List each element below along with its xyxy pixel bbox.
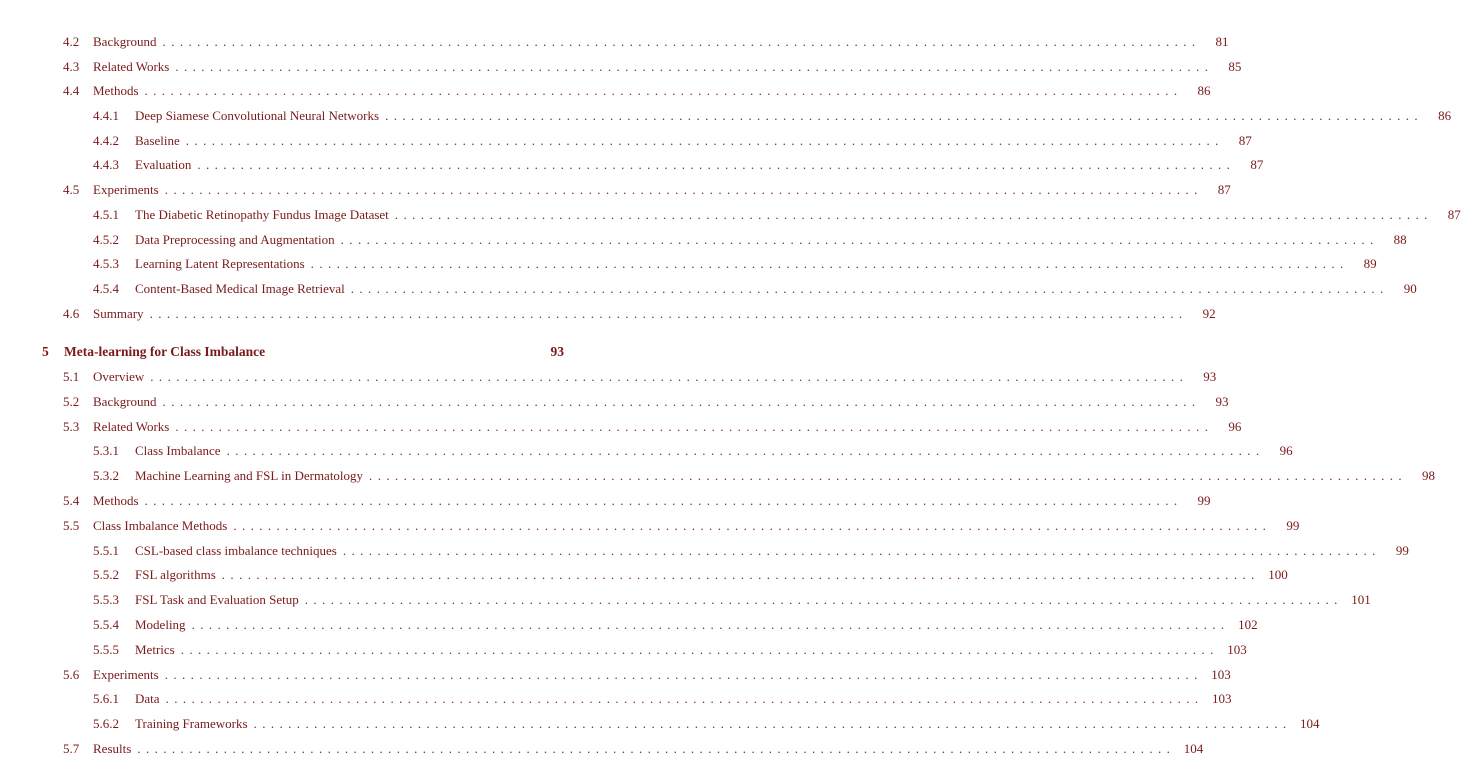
toc-entry-number: 5.2 (63, 394, 80, 409)
toc-entry[interactable] (93, 715, 1320, 733)
toc-entry-page: 103 (1227, 642, 1247, 657)
toc-entry-number: 5.5.5 (93, 642, 119, 657)
toc-entry-title: Methods (93, 83, 139, 98)
toc-entry[interactable] (93, 107, 1452, 125)
toc-entry-page: 88 (1393, 232, 1407, 247)
toc-entry-page: 87 (1238, 133, 1252, 148)
toc-entry-page: 98 (1422, 468, 1436, 483)
toc-dot-leader: ........................................................................................................................ (340, 232, 1379, 247)
toc-entry-page: 100 (1268, 567, 1288, 582)
toc-entry-number: 5.3 (63, 419, 80, 434)
toc-entry[interactable] (93, 132, 1252, 150)
toc-entry[interactable] (63, 58, 1242, 76)
toc-dot-leader: ........................................................................................................................ (310, 256, 1349, 271)
toc-dot-leader: ........................................................................................................................ (137, 741, 1176, 756)
toc-dot-leader: ........................................................................................................................ (162, 34, 1201, 49)
toc-entry-number: 5.3.2 (93, 468, 119, 483)
toc-entry-title: Methods (93, 493, 139, 508)
toc-entry-page: 96 (1279, 443, 1293, 458)
toc-entry-title: Baseline (135, 133, 180, 148)
toc-entry[interactable] (63, 393, 1229, 411)
toc-entry[interactable] (93, 542, 1409, 560)
toc-entry-number: 5.5.2 (93, 567, 119, 582)
toc-entry-title: Training Frameworks (135, 716, 248, 731)
toc-entry-title: Experiments (93, 667, 159, 682)
toc-entry[interactable] (93, 206, 1461, 224)
toc-entry[interactable] (93, 467, 1436, 485)
toc-entry-title: FSL algorithms (135, 567, 216, 582)
toc-dot-leader: ........................................................................................................................ (150, 369, 1189, 384)
toc-entry-number: 4.4 (63, 83, 80, 98)
toc-entry-title: Evaluation (135, 157, 192, 172)
toc-dot-leader: ........................................................................................................................ (304, 592, 1343, 607)
toc-entry[interactable] (93, 591, 1371, 609)
toc-dot-leader: ........................................................................................................................ (191, 617, 1230, 632)
toc-dot-leader: ........................................................................................................................ (342, 543, 1381, 558)
toc-entry-title: Meta-learning for Class Imbalance (64, 344, 266, 359)
toc-dot-leader: ........................................................................................................................ (385, 108, 1424, 123)
toc-entry-number: 4.4.3 (93, 157, 119, 172)
toc-entry-title: Content-Based Medical Image Retrieval (135, 281, 345, 296)
toc-dot-leader: ........................................................................................................................ (164, 182, 1203, 197)
toc-entry-number: 5.5.4 (93, 617, 119, 632)
toc-dot-leader: ........................................................................................................................ (162, 394, 1201, 409)
toc-entry-number: 4.6 (63, 306, 80, 321)
toc-entry[interactable] (93, 442, 1293, 460)
toc-entry-number: 4.5.2 (93, 232, 119, 247)
toc-entry-number: 5.5 (63, 518, 80, 533)
toc-dot-leader: ........................................................................................................................ (164, 667, 1203, 682)
toc-entry-title: Class Imbalance (135, 443, 221, 458)
toc-entry-title: Learning Latent Representations (135, 256, 305, 271)
toc-dot-leader: ........................................................................................................................ (233, 518, 1272, 533)
toc-entry-page: 99 (1286, 518, 1300, 533)
toc-dot-leader: ........................................................................................................................ (175, 59, 1214, 74)
toc-entry-number: 5.4 (63, 493, 80, 508)
toc-dot-leader: ........................................................................................................................ (165, 691, 1204, 706)
toc-entry-title: Related Works (93, 59, 170, 74)
toc-entry-number: 5.5.3 (93, 592, 119, 607)
toc-entry-title: Background (93, 394, 157, 409)
toc-entry[interactable] (93, 616, 1258, 634)
toc-dot-leader: ........................................................................................................................ (369, 468, 1408, 483)
toc-entry[interactable] (93, 280, 1417, 298)
toc-entry[interactable] (63, 517, 1300, 535)
toc-entry-page: 101 (1351, 592, 1371, 607)
toc-entry[interactable] (63, 33, 1229, 51)
toc-entry-number: 4.3 (63, 59, 80, 74)
toc-entry-number: 5.6.2 (93, 716, 119, 731)
toc-entry-number: 5.6 (63, 667, 80, 682)
toc-entry-number: 5.7 (63, 741, 80, 756)
toc-entry-number: 4.5 (63, 182, 80, 197)
toc-entry-page: 104 (1183, 741, 1204, 756)
toc-entry-page: 86 (1438, 108, 1452, 123)
toc-entry-title: CSL-based class imbalance techniques (135, 543, 337, 558)
toc-entry[interactable] (93, 255, 1377, 273)
toc-entry-number: 4.4.2 (93, 133, 119, 148)
toc-entry-title: Class Imbalance Methods (93, 518, 228, 533)
toc-entry-page: 103 (1212, 691, 1232, 706)
toc-entry-page: 93 (1203, 369, 1217, 384)
toc-entry-page: 87 (1217, 182, 1231, 197)
toc-entry-page: 92 (1202, 306, 1216, 321)
toc-entry-page: 103 (1211, 667, 1231, 682)
toc-entry[interactable] (63, 492, 1211, 510)
toc-entry-number: 5.3.1 (93, 443, 119, 458)
toc-entry-title: Data (135, 691, 160, 706)
toc-entry-page: 90 (1403, 281, 1417, 296)
toc-dot-leader: ........................................................................................................................ (144, 493, 1183, 508)
toc-entry-page: 99 (1197, 493, 1211, 508)
toc-entry-page: 93 (550, 344, 564, 359)
toc-entry-title: Results (93, 741, 132, 756)
toc-entry[interactable] (63, 181, 1231, 199)
toc-entry-page: 93 (1215, 394, 1229, 409)
toc-entry-number: 4.2 (63, 34, 80, 49)
toc-entry-title: Overview (93, 369, 145, 384)
toc-entry-page: 87 (1250, 157, 1264, 172)
toc-entry-title: FSL Task and Evaluation Setup (135, 592, 299, 607)
toc-dot-leader: ........................................................................................................................ (144, 83, 1183, 98)
toc-dot-leader: ........................................................................................................................ (185, 133, 1224, 148)
toc-entry-number: 5.5.1 (93, 543, 119, 558)
toc-entry[interactable] (63, 418, 1242, 436)
toc-entry[interactable] (63, 740, 1204, 758)
toc-entry[interactable] (93, 156, 1264, 174)
toc-entry-title: The Diabetic Retinopathy Fundus Image Dataset (135, 207, 389, 222)
toc-entry-title: Deep Siamese Convolutional Neural Networks (135, 108, 380, 123)
toc-entry-page: 96 (1228, 419, 1242, 434)
toc-chapter-entry[interactable] (42, 343, 564, 361)
toc-dot-leader: ........................................................................................................................ (253, 716, 1292, 731)
toc-entry-number: 5.1 (63, 369, 80, 384)
toc-entry-title: Experiments (93, 182, 159, 197)
toc-entry-number: 5 (42, 344, 49, 359)
toc-entry[interactable] (63, 666, 1231, 684)
toc-entry-page: 85 (1228, 59, 1242, 74)
toc-entry-page: 99 (1395, 543, 1409, 558)
toc-entry-number: 5.6.1 (93, 691, 119, 706)
toc-entry-page: 89 (1363, 256, 1377, 271)
toc-entry[interactable] (63, 82, 1211, 100)
toc-entry-page: 102 (1238, 617, 1258, 632)
toc-entry-title: Related Works (93, 419, 170, 434)
toc-entry-title: Metrics (135, 642, 175, 657)
toc-entry[interactable] (93, 566, 1288, 584)
toc-entry-page: 104 (1300, 716, 1320, 731)
toc-entry[interactable] (93, 231, 1407, 249)
toc-entry[interactable] (93, 641, 1247, 659)
toc-entry-title: Machine Learning and FSL in Dermatology (135, 468, 364, 483)
toc-entry[interactable] (63, 305, 1216, 323)
toc-entry-title: Background (93, 34, 157, 49)
toc-dot-leader: ........................................................................................................................ (350, 281, 1389, 296)
toc-dot-leader: ........................................................................................................................ (175, 419, 1214, 434)
toc-dot-leader: ........................................................................................................................ (197, 157, 1236, 172)
toc-dot-leader: ........................................................................................................................ (180, 642, 1219, 657)
toc-dot-leader: ........................................................................................................................ (226, 443, 1265, 458)
toc-entry-page: 87 (1447, 207, 1461, 222)
toc-entry-title: Modeling (135, 617, 186, 632)
toc-dot-leader: ........................................................................................................................ (149, 306, 1188, 321)
toc-entry-number: 4.5.1 (93, 207, 119, 222)
toc-entry-page: 86 (1197, 83, 1211, 98)
toc-entry-title: Summary (93, 306, 144, 321)
toc-entry[interactable] (93, 690, 1232, 708)
toc-entry-number: 4.5.3 (93, 256, 119, 271)
toc-entry[interactable] (63, 368, 1217, 386)
toc-dot-leader: ........................................................................................................................ (394, 207, 1433, 222)
toc-entry-page: 81 (1215, 34, 1229, 49)
toc-entry-number: 4.5.4 (93, 281, 119, 296)
toc-entry-title: Data Preprocessing and Augmentation (135, 232, 335, 247)
toc-entry-number: 4.4.1 (93, 108, 119, 123)
toc-dot-leader: ........................................................................................................................ (221, 567, 1260, 582)
